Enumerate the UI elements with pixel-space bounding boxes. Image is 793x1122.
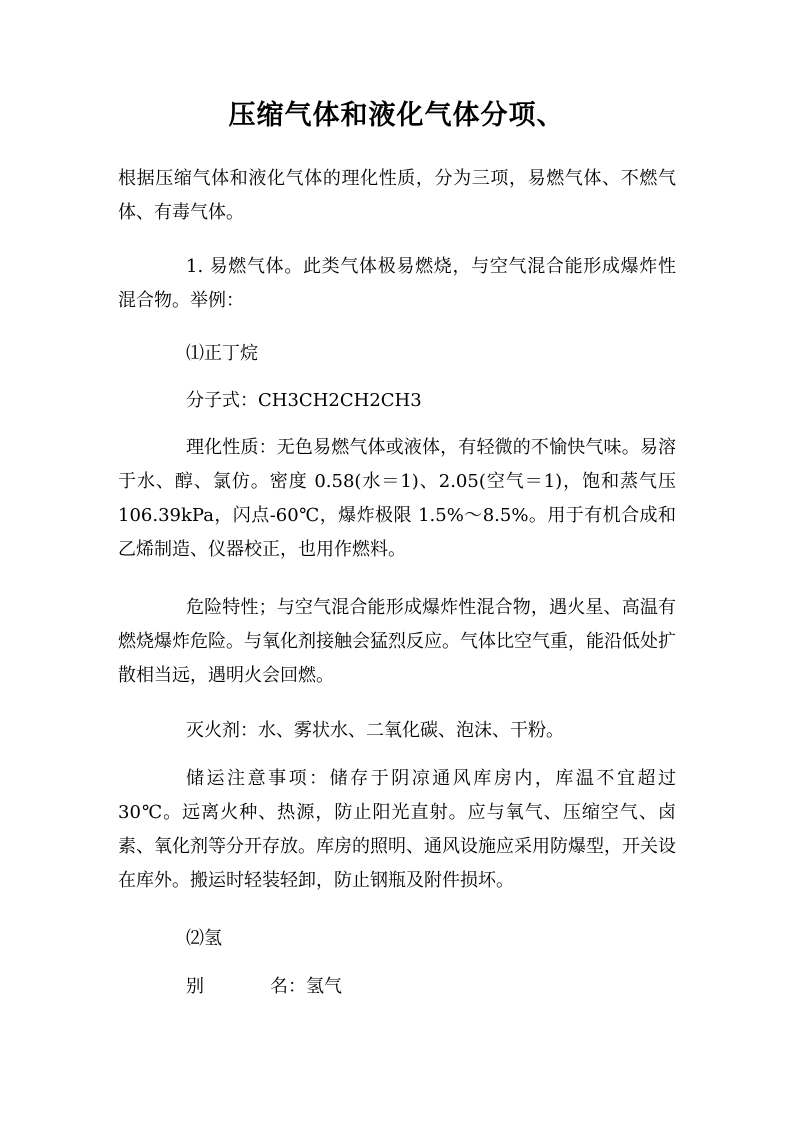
intro-paragraph: 根据压缩气体和液化气体的理化性质，分为三项，易燃气体、不燃气体、有毒气体。 (118, 168, 676, 223)
alias-value: 名：氢气 (270, 976, 342, 997)
molecular-formula: 分子式：CH3CH2CH2CH3 (186, 390, 422, 411)
extinguishing-agents: 灭火剂：水、雾状水、二氧化碳、泡沫、干粉。 (186, 720, 564, 741)
physical-chemical-properties: 理化性质：无色易燃气体或液体，有轻微的不愉快气味。易溶于水、醇、氯仿。密度 0.58(水＝1)、2.05(空气＝1)，饱和蒸气压 106.39kPa，闪点-60℃，爆炸极限 1.5%～8.5%。用于有机合成和乙烯制造、仪器校正，也用作燃料。 (118, 437, 676, 560)
storage-transport-notes: 储运注意事项：储存于阴凉通风库房内，库温不宜超过30℃。远离火种、热源，防止阳光直射。应与氧气、压缩空气、卤素、氧化剂等分开存放。库房的照明、通风设施应采用防爆型，开关设在库外。搬运时轻装轻卸，防止钢瓶及附件损坏。 (118, 768, 676, 891)
alias-label: 别 (186, 976, 204, 997)
document-title: 压缩气体和液化气体分项、 (228, 100, 565, 131)
hazard-characteristics: 危险特性；与空气混合能形成爆炸性混合物，遇火星、高温有燃烧爆炸危险。与氧化剂接触会猛烈反应。气体比空气重，能沿低处扩散相当远，遇明火会回燃。 (118, 597, 676, 686)
section-flammable-gases: 1. 易燃气体。此类气体极易燃烧，与空气混合能形成爆炸性混合物。举例： (118, 256, 676, 311)
item-n-butane-heading: ⑴正丁烷 (186, 343, 258, 364)
item-hydrogen-heading: ⑵氢 (186, 928, 222, 949)
